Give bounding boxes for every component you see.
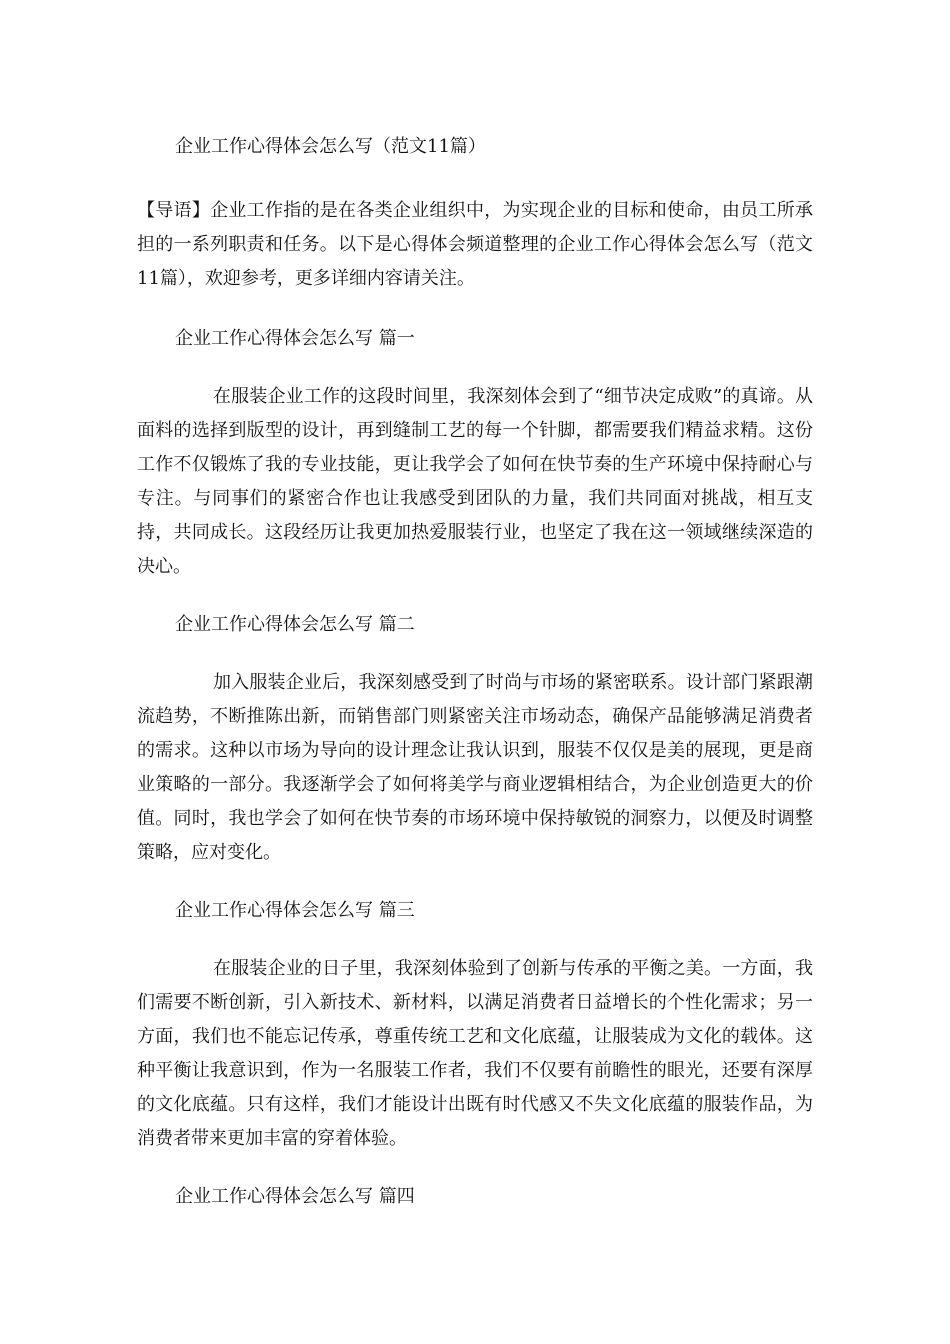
section-body-1: 在服装企业工作的这段时间里，我深刻体会到了“细节决定成败”的真谛。从面料的选择到版型的设计，再到缝制工艺的每一个针脚，都需要我们精益求精。这份工作不仅锻炼了我的专业技能，更让我学会了如何在快节奏的生产环境中保持耐心与专注。与同事们的紧密合作也让我感受到团队的力量，我们共同面对挑战，相互支持，共同成长。这段经历让我更加热爱服装行业，也坚定了我在这一领域继续深造的决心。 [137,386,813,577]
spacer [137,870,813,894]
section-heading-3: 企业工作心得体会怎么写 篇三 [175,900,415,921]
spacer [137,642,813,666]
section-body-3: 在服装企业的日子里，我深刻体验到了创新与传承的平衡之美。一方面，我们需要不断创新，引入新技术、新材料，以满足消费者日益增长的个性化需求；另一方面，我们也不能忘记传承，尊重传统工艺和文化底蕴，让服装成为文化的载体。这种平衡让我意识到，作为一名服装工作者，我们不仅要有前瞻性的眼光，还要有深厚的文化底蕴。只有这样，我们才能设计出既有时代感又不失文化底蕴的服装作品，为消费者带来更加丰富的穿着体验。 [137,958,813,1149]
section-body-2: 加入服装企业后，我深刻感受到了时尚与市场的紧密联系。设计部门紧跟潮流趋势，不断推陈出新，而销售部门则紧密关注市场动态，确保产品能够满足消费者的需求。这种以市场为导向的设计理念让我认识到，服装不仅仅是美的展现，更是商业策略的一部分。我逐渐学会了如何将美学与商业逻辑相结合，为企业创造更大的价值。同时，我也学会了如何在快节奏的市场环境中保持敏锐的洞察力，以便及时调整策略，应对变化。 [137,672,813,863]
section-heading-2: 企业工作心得体会怎么写 篇二 [175,614,415,635]
section-heading-4: 企业工作心得体会怎么写 篇四 [175,1186,415,1207]
section-heading-1: 企业工作心得体会怎么写 篇一 [175,328,415,349]
spacer [137,356,813,380]
spacer [137,1156,813,1180]
spacer [137,584,813,608]
spacer [137,296,813,322]
document-title: 企业工作心得体会怎么写（范文11篇） [175,136,486,157]
spacer [137,928,813,952]
document-content [137,130,813,1214]
spacer [137,164,813,194]
intro-paragraph: 【导语】企业工作指的是在各类企业组织中，为实现企业的目标和使命，由员工所承担的一系列职责和任务。以下是心得体会频道整理的企业工作心得体会怎么写（范文11篇），欢迎参考，更多详细内容请关注。 [137,200,813,289]
